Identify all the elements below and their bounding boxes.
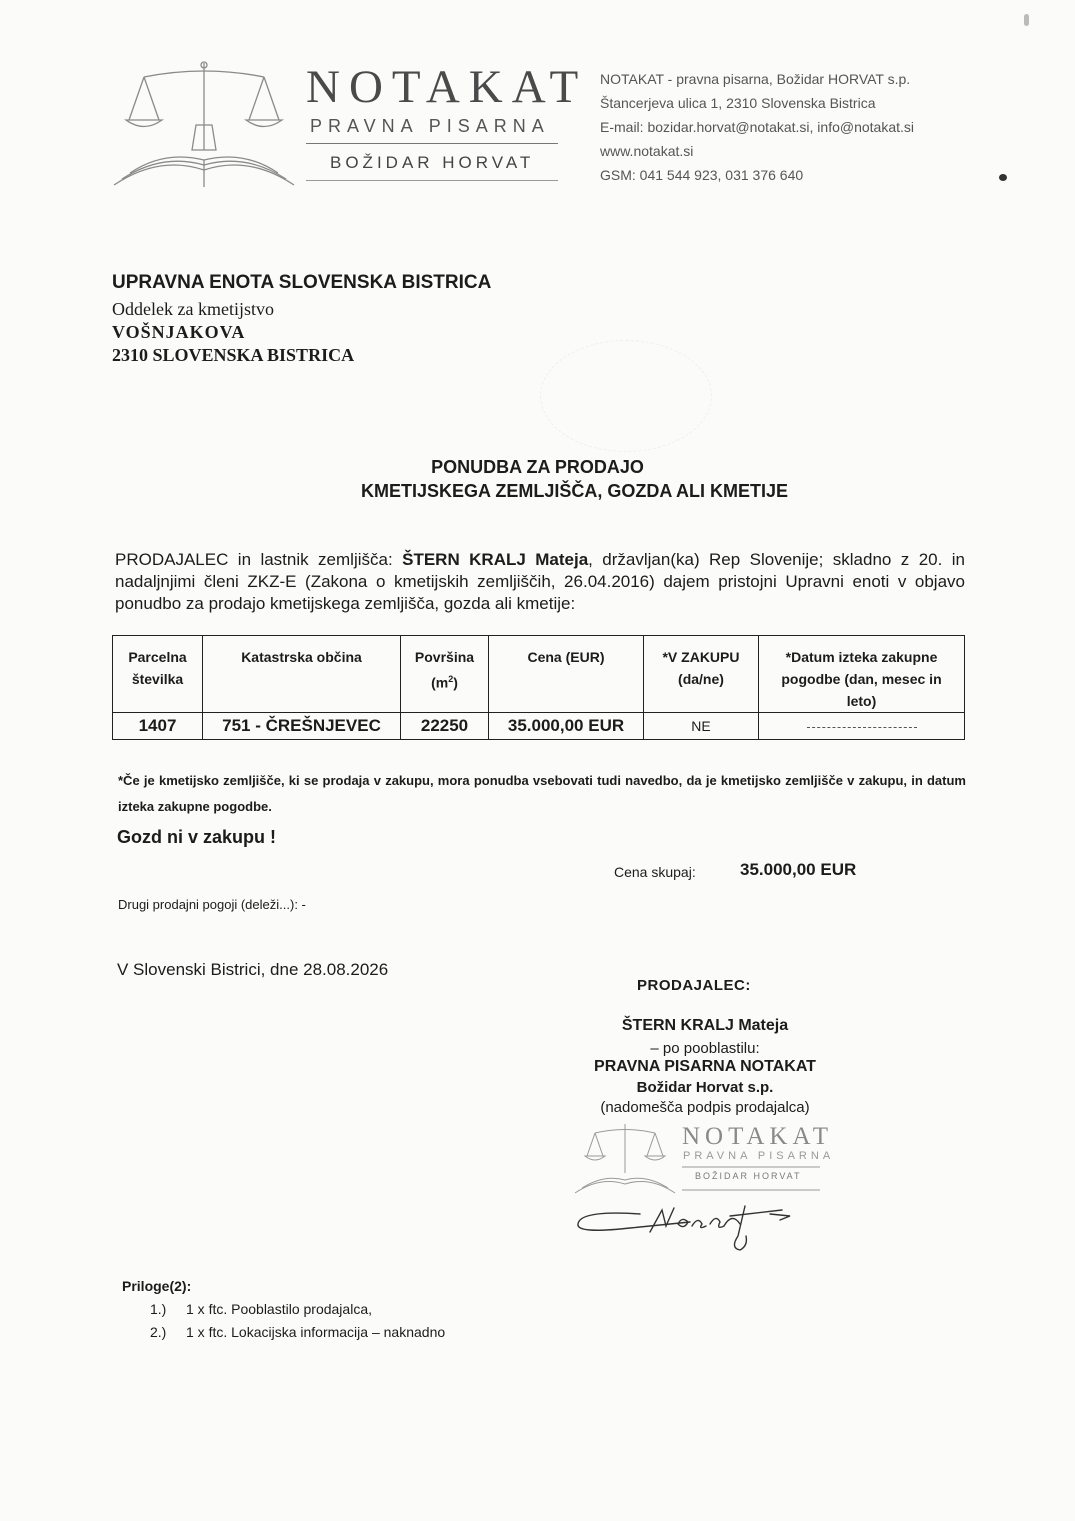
recipient-city: 2310 SLOVENSKA BISTRICA xyxy=(112,345,355,365)
seller-signature-name: ŠTERN KRALJ Mateja xyxy=(621,1017,789,1034)
total-label: Cena skupaj: xyxy=(614,864,696,880)
divider xyxy=(306,180,558,181)
header-cadastral: Katastrska občina xyxy=(203,636,401,713)
cell-cadastral: 751 - ČREŠNJEVEC xyxy=(203,713,401,740)
cell-area: 22250 xyxy=(401,713,489,740)
table-header-row xyxy=(113,636,965,713)
document-title: PONUDBA ZA PRODAJO xyxy=(431,457,644,477)
scan-mark xyxy=(1024,14,1029,26)
notakat-scales-logo xyxy=(104,55,304,190)
stamp-brand-name: NOTAKAT xyxy=(682,1123,834,1150)
header-lease: *V ZAKUPU (da/ne) xyxy=(644,636,759,713)
cell-lease-expiry xyxy=(759,713,965,740)
intro-text-after: , državljan(ka) Rep Slovenije; skladno z 20. in nadaljnjimi členi ZKZ-E (Zakona o kmetijskih zemljiščih, 26.04.2016) dajem pristojni Upravni enoti v objavo ponudbo za prodajo kmetijskega zemljišča, gozda ali kmetije: xyxy=(115,550,966,613)
contact-block xyxy=(600,67,914,187)
divider xyxy=(306,143,558,144)
contact-website: www.notakat.si xyxy=(600,143,694,159)
contact-phone: GSM: 041 544 923, 031 376 640 xyxy=(600,167,804,183)
recipient-street: VOŠNJAKOVA xyxy=(112,322,246,342)
list-item: 2.) 1 x ftc. Lokacijska informacija – naknadno xyxy=(150,1324,446,1340)
list-item: 1.) 1 x ftc. Pooblastilo prodajalca, xyxy=(150,1301,372,1317)
firm-name: PRAVNA PISARNA NOTAKAT xyxy=(594,1058,816,1075)
faint-received-stamp xyxy=(540,340,712,452)
ink-blot xyxy=(999,174,1007,181)
other-conditions: Drugi prodajni pogoji (deleži...): - xyxy=(118,897,306,912)
seller-name: ŠTERN KRALJ Mateja xyxy=(402,550,589,569)
cell-lease: NE xyxy=(644,713,759,740)
brand-name: NOTAKAT xyxy=(306,61,588,113)
by-authority-text: – po pooblastilu: xyxy=(650,1040,760,1057)
forest-lease-note: Gozd ni v zakupu ! xyxy=(117,827,277,847)
place-and-date: V Slovenski Bistrici, dne 28.08.2026 xyxy=(117,960,389,979)
document-subtitle: KMETIJSKEGA ZEMLJIŠČA, GOZDA ALI KMETIJE xyxy=(360,481,789,501)
contact-email: E-mail: bozidar.horvat@notakat.si, info@notakat.si xyxy=(600,119,915,135)
header-area: Površina $(m^2)$ xyxy=(401,636,489,713)
contact-address: Štancerjeva ulica 1, 2310 Slovenska Bistrica xyxy=(600,95,876,111)
header-lease-expiry: *Datum izteka zakupne pogodbe (dan, mesec in leto) xyxy=(759,636,965,713)
cell-parcel: 1407 xyxy=(113,713,203,740)
stamp-subtitle: PRAVNA PISARNA xyxy=(683,1150,835,1162)
parcel-table xyxy=(112,635,965,740)
header-parcel: Parcelna številka xyxy=(113,636,203,713)
table-row xyxy=(113,713,965,740)
empty-date-line xyxy=(807,727,917,728)
recipient-department: Oddelek za kmetijstvo xyxy=(112,299,274,319)
attachments-list xyxy=(150,1298,445,1344)
recipient-office: UPRAVNA ENOTA SLOVENSKA BISTRICA xyxy=(112,272,492,293)
intro-paragraph xyxy=(115,549,965,615)
cell-price: 35.000,00 EUR xyxy=(489,713,644,740)
replaces-signature-note: (nadomešča podpis prodajalca) xyxy=(600,1099,810,1116)
brand-subtitle: PRAVNA PISARNA xyxy=(310,116,550,136)
seller-heading: PRODAJALEC: xyxy=(637,977,751,994)
header-price: Cena (EUR) xyxy=(489,636,644,713)
firm-owner: Božidar Horvat s.p. xyxy=(636,1079,774,1096)
contact-firm: NOTAKAT - pravna pisarna, Božidar HORVAT s.p. xyxy=(600,71,911,87)
attachments-heading: Priloge(2): xyxy=(122,1278,192,1294)
brand-owner: BOŽIDAR HORVAT xyxy=(330,153,535,172)
total-value: 35.000,00 EUR xyxy=(740,860,857,879)
lease-footnote: *Če je kmetijsko zemljišče, ki se prodaja v zakupu, mora ponudba vsebovati tudi navedbo, da je kmetijsko zemljišče v zakupu, in datum izteka zakupne pogodbe. xyxy=(118,773,966,814)
handwritten-signature xyxy=(570,1196,800,1256)
intro-text-before: PRODAJALEC in lastnik zemljišča: xyxy=(115,550,403,569)
stamp-owner: BOŽIDAR HORVAT xyxy=(695,1171,802,1181)
